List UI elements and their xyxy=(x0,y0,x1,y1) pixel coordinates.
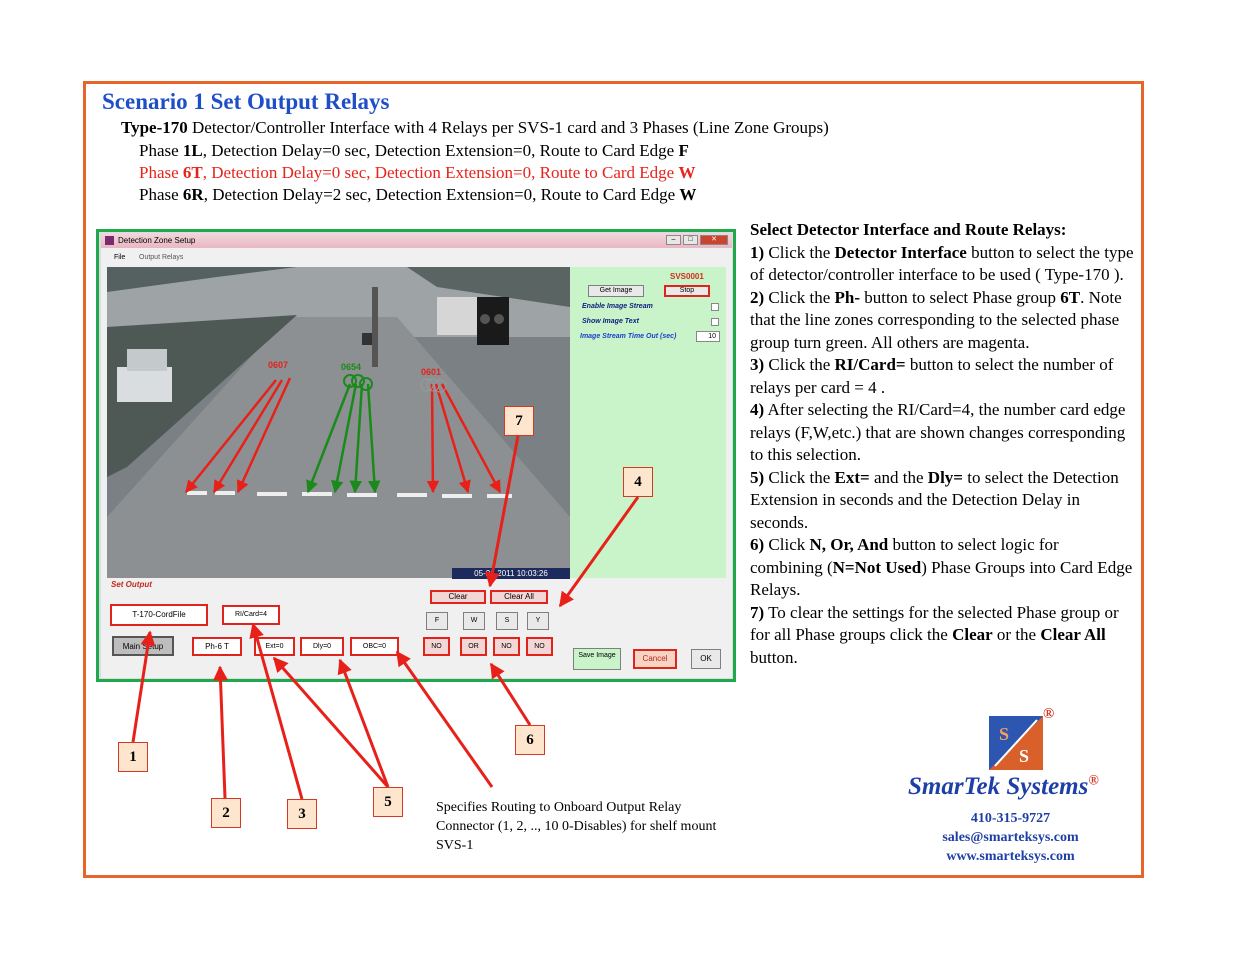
page-title: Scenario 1 Set Output Relays xyxy=(102,89,390,114)
obc-button[interactable]: OBC=0 xyxy=(350,637,399,656)
logic-button-2[interactable]: OR xyxy=(460,637,487,656)
device-id: SVS0001 xyxy=(670,272,704,281)
show-text-label: Show Image Text xyxy=(582,318,639,325)
step-3: 3) Click the RI/Card= button to select the number of relays per card = 4 . xyxy=(750,355,1114,397)
instructions-heading: Select Detector Interface and Route Relays: xyxy=(750,220,1067,239)
callout-5: 5 xyxy=(373,787,403,817)
menu-file[interactable]: File xyxy=(114,254,126,261)
get-image-button[interactable]: Get Image xyxy=(588,285,644,297)
logo-letter-1: S xyxy=(999,724,1010,744)
delay-button[interactable]: Dly=0 xyxy=(300,637,344,656)
cancel-button[interactable]: Cancel xyxy=(633,649,677,669)
clear-all-button[interactable]: Clear All xyxy=(490,590,548,604)
phase-line-6r: Phase 6R, Detection Delay=2 sec, Detection Extension=0, Route to Card Edge W xyxy=(139,185,697,204)
card-edge-w-button[interactable]: W xyxy=(463,612,485,630)
ri-card-button[interactable]: RI/Card=4 xyxy=(222,605,280,625)
company-phone: 410-315-9727 xyxy=(970,811,1051,826)
logic-button-1[interactable]: NO xyxy=(423,637,450,656)
zone-label-6r: 0601 xyxy=(421,367,442,377)
step-5: 5) Click the Ext= and the Dly= to select the Detection Extension in seconds and the Detection Delay in seconds. xyxy=(750,467,1119,532)
step-2: 2) Click the Ph- button to select Phase group 6T. Note that the line zones corresponding to the selected phase group turn green. All others are magenta. xyxy=(750,287,1122,352)
company-email[interactable]: sales@smarteksys.com xyxy=(942,830,1079,845)
main-setup-button[interactable]: Main Setup xyxy=(112,636,174,656)
minimize-icon[interactable]: – xyxy=(666,235,681,245)
callout-4: 4 xyxy=(623,467,653,497)
zone-label-6t: 0654 xyxy=(341,362,362,372)
step-7: 7) To clear the settings for the selected Phase group or for all Phase groups click the Clear or the Clear All button. xyxy=(750,602,1119,667)
step-6: 6) Click N, Or, And button to select logic for combining (N=Not Used) Phase Groups into Card Edge Relays. xyxy=(750,535,1133,599)
logo-registered-mark: ® xyxy=(1043,706,1055,722)
save-image-button[interactable]: Save Image xyxy=(573,648,621,670)
logic-button-4[interactable]: NO xyxy=(526,637,553,656)
callout-1: 1 xyxy=(118,742,148,772)
zone-label-1l: 0607 xyxy=(268,360,289,370)
company-contact xyxy=(918,809,1103,866)
obc-note: Specifies Routing to Onboard Output Relay Connector (1, 2, .., 10 0-Disables) for shelf mount SVS-1 xyxy=(436,800,717,853)
card-edge-y-button[interactable]: Y xyxy=(527,612,549,630)
window-title: Detection Zone Setup xyxy=(118,236,196,245)
logic-button-3[interactable]: NO xyxy=(493,637,520,656)
phase-button[interactable]: Ph-6 T xyxy=(192,637,242,656)
callout-7: 7 xyxy=(504,406,534,436)
stop-button[interactable]: Stop xyxy=(664,285,710,297)
enable-stream-label: Enable Image Stream xyxy=(582,303,653,310)
extension-button[interactable]: Ext=0 xyxy=(254,637,295,656)
detector-interface-button[interactable]: T-170-CordFile xyxy=(110,604,208,626)
clear-button[interactable]: Clear xyxy=(430,590,486,604)
interface-subtitle: Type-170 Detector/Controller Interface with 4 Relays per SVS-1 card and 3 Phases (Line Zone Groups) xyxy=(121,118,829,137)
phase-line-1l: Phase 1L, Detection Delay=0 sec, Detection Extension=0, Route to Card Edge F xyxy=(139,141,689,160)
card-edge-s-button[interactable]: S xyxy=(496,612,518,630)
card-edge-f-button[interactable]: F xyxy=(426,612,448,630)
smartek-logo-icon xyxy=(989,716,1043,770)
set-output-label: Set Output xyxy=(111,580,152,589)
maximize-icon[interactable]: □ xyxy=(683,235,698,245)
timeout-label: Image Stream Time Out (sec) xyxy=(580,333,677,340)
instructions xyxy=(750,219,1135,669)
callout-2: 2 xyxy=(211,798,241,828)
menu-output-relays[interactable]: Output Relays xyxy=(139,254,184,261)
company-name: SmarTek Systems® xyxy=(908,773,1099,800)
ok-button[interactable]: OK xyxy=(691,649,721,669)
callout-3: 3 xyxy=(287,799,317,829)
phase-line-6t: Phase 6T, Detection Delay=0 sec, Detection Extension=0, Route to Card Edge W xyxy=(139,163,696,182)
company-website[interactable]: www.smarteksys.com xyxy=(946,849,1075,864)
step-1: 1) Click the Detector Interface button to select the type of detector/controller interface to be used ( Type-170 ). xyxy=(750,242,1134,284)
logo-letter-2: S xyxy=(1019,746,1030,766)
step-4: 4) After selecting the RI/Card=4, the number card edge relays (F,W,etc.) that are shown changes corresponding to this selection. xyxy=(750,400,1126,464)
timeout-input[interactable]: 10 xyxy=(696,331,720,342)
camera-timestamp: 05-21-2011 10:03:26 xyxy=(452,568,570,579)
callout-6: 6 xyxy=(515,725,545,755)
close-icon[interactable]: ✕ xyxy=(700,235,728,245)
